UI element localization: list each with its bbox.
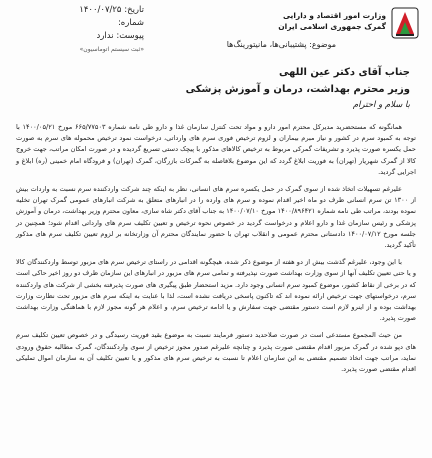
addressee-block — [186, 64, 410, 98]
org-name — [278, 10, 386, 32]
emblem-icon — [390, 6, 420, 40]
attachment-value: ندارد — [96, 31, 114, 41]
number-label: شماره: — [117, 18, 144, 28]
system-note: «ثبت سیستم اتوماسیون» — [79, 46, 144, 53]
attachment-label: پیوست: — [116, 31, 144, 41]
number-row — [14, 17, 144, 30]
date-value: ۱۴۰۰/۰۷/۲۵ — [79, 5, 122, 15]
subject-value: پشتیبانی‌ها، مانیتورینگ‌ها — [226, 40, 307, 49]
addressee-name: جناب آقای دکتر عین اللهی — [278, 67, 410, 78]
body-paragraph-2: علیرغم تسهیلات اتخاذ شده از سوی گمرک در حمل یکسره سرم های انسانی، نظر به اینکه چند شرکت واردکننده سرم نسبت به واردات بیش از ۱۳۰۰ تن سرم انسانی ظرف دو ماه اخیر اقدام نموده و سرم های وارده را در انبارهای متعلق به شرکت انبارهای عمومی گمرک تهران تخلیه نموده بودند، مراتب طی نامه شماره ۱۴۰۰/۸۹۶۴۲۱ مورخ ۱۴۰۰/۰۷/۱۰ به جناب آقای دکتر شاه سازی، معاون محترم وزیر بهداشت، درمان و آموزش پزشکی و رئیس سازمان غذا و دارو اعلام و درخواست گردید در خصوص نحوه ترخیص و تعیین تکلیف سرم های وارداتی اقدام شود؛ همچنین در جلسه مورخ ۱۴۰۰/۰۷/۱۲ دادستانی محترم عمومی و انقلاب تهران با حضور نمایندگان محترم آن وزارتخانه بر لزوم تعیین تکلیف سرم های مذکور تأکید گردید. — [16, 185, 417, 250]
org-line2: گمرک جمهوری اسلامی ایران — [278, 22, 386, 31]
body-paragraph-1: همانگونه که مستحضرید مدیرکل محترم امور دارو و مواد تحت کنترل سازمان غذا و دارو طی نامه شماره ۶۶۵/۷۷۵۰۳ مورخ ۱۴۰۰/۰۵/۲۱ با توجه به کمبود سرم در کشور و نیاز مبرم بیماران و لزوم ترخیص فوری سرم های وارداتی، درخواست نمود ترخیص محموله های سرم به صورت حمل یکسره صورت پذیرد و تشریفات گمرکی مربوط به ترخیص کالاهای مذکور با پیچک دستی تسریع گردیده و در صورت امکان مراتب، جهت خروج کالا از گمرک شهریار (تهران) به فوریت ابلاغ گردد که این موضوع بلافاصله به گمرکات بازرگان، گمرک (تهران) و فرودگاه امام خمینی (ره) ابلاغ و اجرایی گردید. — [16, 123, 416, 176]
date-label: تاریخ: — [124, 5, 144, 15]
subject-label: موضوع: — [309, 40, 336, 49]
body-paragraph-3: با این وجود، علیرغم گذشت بیش از دو هفته از موضوع ذکر شده، هیچگونه اقدامی در راستای ترخیص سرم های مزبور توسط واردکنندگان کالا و یا حتی تعیین تکلیف آنها از سوی وزارت بهداشت صورت نپذیرفته و تمامی سرم های مزبور در انبارهای این سازمان ظرف دو روز اخیر حاکی است که در برخی از نقاط کشور، موضوع کمبود سرم انسانی وجود دارد. مزید استحضار طبق پیگیری های صورت پذیرفته بخشی از شرکت های واردکننده سرم، درخواستهای جهت ترخیص ارائه نموده اند که تاکنون پاسخی دریافت نشده است، لذا با عنایت به اینکه سرم های مزبور تحت نظارت وزارت بهداشت بوده و از اینرو لازم است دستور مقتضی جهت سفارش و یا ادامه ترخیص سرم، و اعلام هر گونه مجوز لازم با هماهنگی وزارت بهداشت صورت پذیرد. — [16, 258, 416, 323]
date-row — [14, 4, 144, 17]
body-paragraph-4: من حیث المجموع مستدعی است در صورت صلاحدید دستور فرمایند نسبت به موضوع بقید فوریت رسیدگی و در خصوص تعیین تکلیف سرم های دپو شده در گمرک مزبور اقدام مقتضی صورت پذیرد و چنانچه علیرغم صدور مجوز ترخیص از سوی واردکنندگان، گمرک مطالبه حقوق ورودی نماید، مراتب جهت اتخاذ تصمیم مقتضی به این سازمان اعلام تا نسبت به ترخیص سرم های مذکور و یا تعیین تکلیف آن به سازمان اموال تملیکی اقدام مقتضی صورت پذیرد. — [16, 331, 416, 374]
attachment-row — [14, 30, 144, 43]
letter-meta — [14, 4, 144, 56]
subject-line — [227, 40, 336, 49]
addressee-title: وزیر محترم بهداشت، درمان و آموزش پزشکی — [185, 84, 410, 95]
org-line1: وزارت امور اقتصاد و دارایی — [282, 11, 386, 20]
letter-body — [16, 122, 416, 381]
salutation: با سلام و احترام — [352, 100, 410, 110]
